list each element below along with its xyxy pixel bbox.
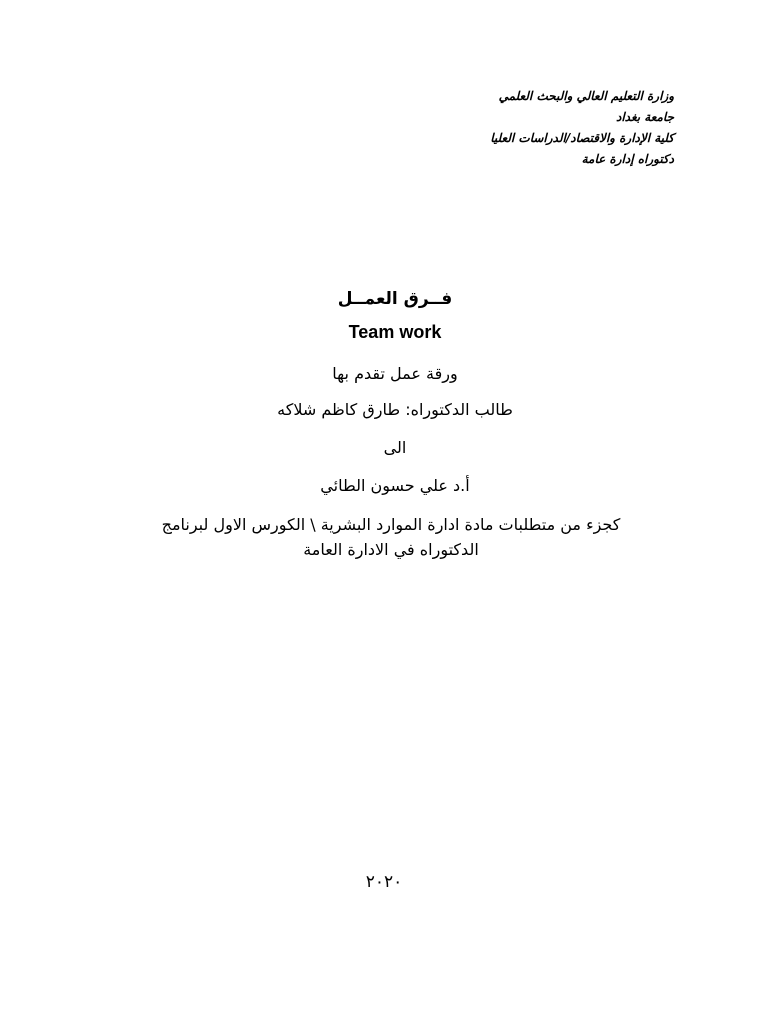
year: ٢٠٢٠ <box>365 872 403 892</box>
university-name: جامعة بغداد <box>615 110 674 124</box>
title-arabic: فــرق العمــل <box>337 289 453 309</box>
student-name: طالب الدكتوراه: طارق كاظم شلاكه <box>277 400 513 419</box>
title-english: Team work <box>348 322 442 342</box>
purpose-line-2: الدكتوراه في الادارة العامة <box>303 540 479 559</box>
purpose-statement <box>110 512 672 562</box>
college-name: كلية الإدارة والاقتصاد/الدراسات العليا <box>490 131 674 145</box>
institution-header <box>380 86 674 170</box>
purpose-line-1: كجزء من متطلبات مادة ادارة الموارد البشرية \ الكورس الاول لبرنامج <box>161 515 621 534</box>
program-name: دكتوراه إدارة عامة <box>581 152 674 166</box>
addressed-to: الى <box>383 438 407 457</box>
professor-name: أ.د علي حسون الطائي <box>320 476 470 495</box>
ministry-name: وزارة التعليم العالي والبحث العلمي <box>498 89 674 103</box>
paper-intro: ورقة عمل تقدم بها <box>332 364 458 383</box>
